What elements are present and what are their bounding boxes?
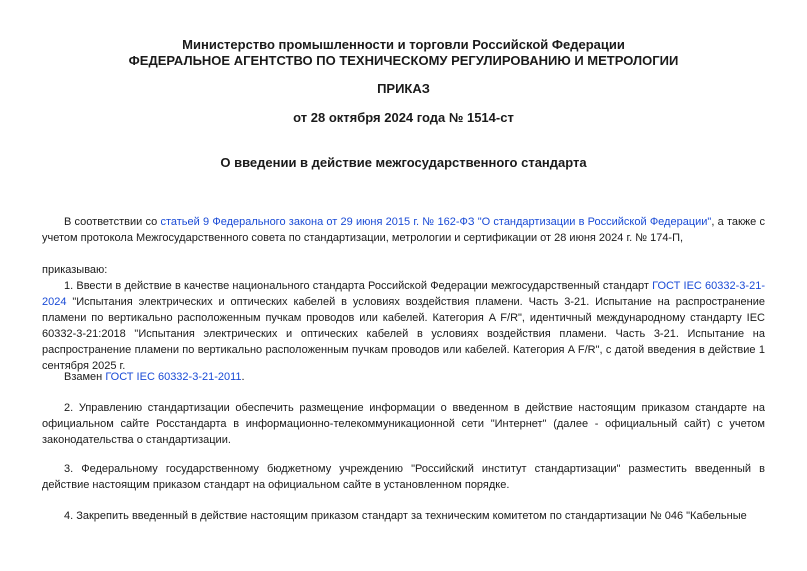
ministry-heading: Министерство промышленности и торговли Российской Федерации	[182, 37, 625, 52]
item-2-paragraph	[42, 400, 765, 448]
gost-2011-link[interactable]: ГОСТ IEC 60332-3-21-2011	[105, 371, 242, 383]
preamble-text-end: , а также с учетом протокола Межгосударственного совета по стандартизации, метрологии и сертификации от 28 июня 2024 г. № 174-П,	[42, 216, 765, 244]
item-2-text: 2. Управлению стандартизации обеспечить размещение информации о введенном в действие настоящим приказом стандарте на официальном сайте Росстандарта в информационно-телекоммуникационной сети "Интернет" (далее - официальный сайт) с учетом законодательства о стандартизации.	[42, 402, 765, 446]
item-4-text: 4. Закрепить введенный в действие настоящим приказом стандарт за техническим комитетом по стандартизации № 046 "Кабельные	[64, 510, 747, 522]
document-type: ПРИКАЗ	[377, 81, 430, 96]
gost-2024-link[interactable]: ГОСТ IEC 60332-3-21-2024	[42, 280, 765, 308]
preamble-text-start: В соответствии со	[64, 216, 161, 228]
document-title: О введении в действие межгосударственного стандарта	[220, 155, 587, 170]
order-word: приказываю:	[42, 264, 108, 276]
item-3-paragraph	[42, 461, 765, 493]
replace-paragraph	[42, 369, 765, 385]
item-1-text-end: "Испытания электрических и оптических кабелей в условиях воздействия пламени. Часть 3-21. Испытание на распространение пламени по вертикально расположенным пучкам проводов или кабелей. Категория A F/R", идентичный международному стандарту IEC 60332-3-21:2018 "Испытания электрических и оптических кабелей в условиях воздействия пламени. Часть 3-21. Испытание на распространение пламени по вертикально расположенным пучкам проводов или кабелей. Категория A F/R", с датой введения в действие 1 сентября 2025 г.	[42, 296, 765, 372]
replace-text-end: .	[241, 371, 245, 383]
item-1-text-start: 1. Ввести в действие в качестве национального стандарта Российской Федерации межгосударственный стандарт	[64, 280, 653, 292]
date-and-number: от 28 октября 2024 года № 1514-ст	[293, 110, 514, 125]
item-3-text: 3. Федеральному государственному бюджетному учреждению "Российский институт стандартизации" разместить введенный в действие настоящим приказом стандарт на официальном сайте в установленном порядке.	[42, 463, 765, 491]
agency-heading: ФЕДЕРАЛЬНОЕ АГЕНТСТВО ПО ТЕХНИЧЕСКОМУ РЕГУЛИРОВАНИЮ И МЕТРОЛОГИИ	[128, 53, 679, 68]
preamble-paragraph	[42, 214, 765, 246]
federal-law-link[interactable]: статьей 9 Федерального закона от 29 июня 2015 г. № 162-ФЗ "О стандартизации в Российской Федерации"	[160, 216, 712, 228]
replace-text-start: Взамен	[64, 371, 106, 383]
item-1-paragraph	[42, 278, 765, 374]
item-4-paragraph	[42, 508, 765, 524]
